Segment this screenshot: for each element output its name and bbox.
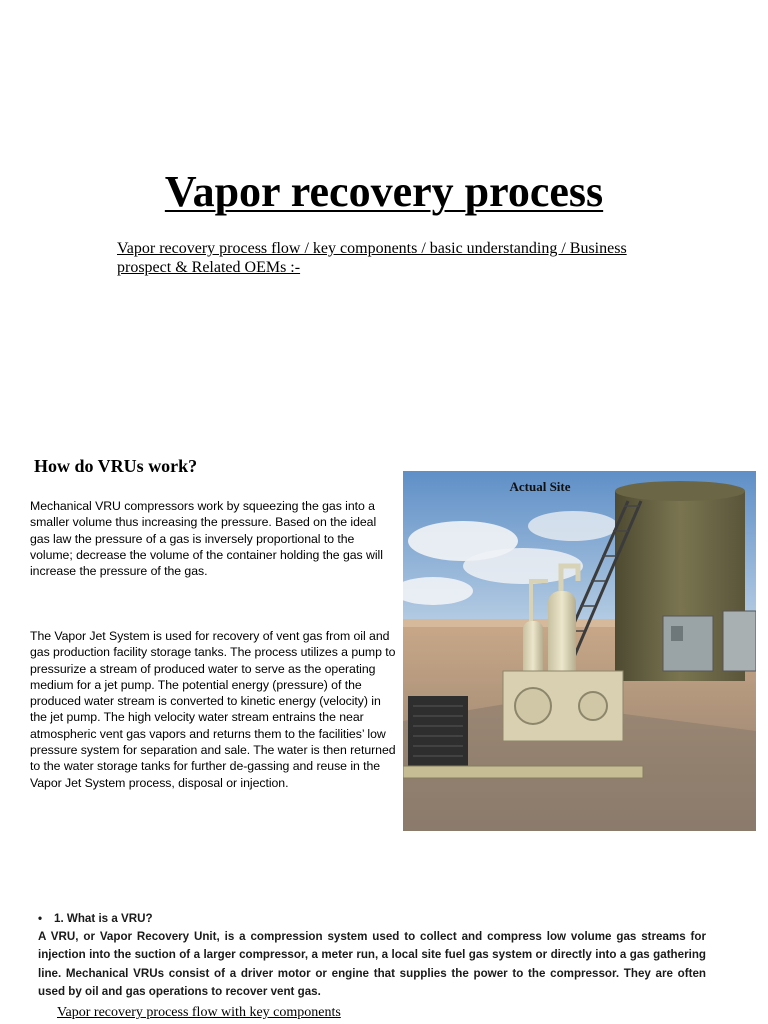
page-subtitle: Vapor recovery process flow / key components / basic understanding / Business prospect & Related OEMs :- [117,240,627,276]
site-photo [403,471,756,831]
section-heading: How do VRUs work? [34,456,198,476]
vru-question: 1. What is a VRU? [54,912,153,925]
photo-caption: Actual Site [509,479,571,494]
vru-question-line [38,910,706,928]
site-photo-illustration [403,471,756,831]
process-flow-link[interactable]: Vapor recovery process flow with key components [57,1005,341,1020]
page-title: Vapor recovery process [164,167,604,216]
vru-definition [38,910,706,1001]
vru-answer: A VRU, or Vapor Recovery Unit, is a compression system used to collect and compress low volume gas streams for injection into the suction of a larger compressor, a meter run, a local site fuel gas system or directly into a gas gathering line. Mechanical VRUs consist of a driver motor or engine that supplies the power to the compressor. They are often used by oil and gas operations to recover vent gas. [38,930,706,998]
paragraph-vapor-jet: The Vapor Jet System is used for recovery of vent gas from oil and gas production facility storage tanks. The process utilizes a pump to pressurize a stream of produced water to serve as the operating medium for a jet pump. The potential energy (pressure) of the produced water stream is converted to kinetic energy (velocity) in the jet pump. The high velocity water stream entrains the near atmospheric vent gas vapors and returns them to the facilities’ low pressure system for separation and sale. The water is then returned to the water storage tanks for further de-gassing and reuse in the Vapor Jet System process, disposal or injection. [30,629,396,790]
bullet-icon: • [38,912,43,925]
paragraph-mechanical-vru: Mechanical VRU compressors work by squeezing the gas into a smaller volume thus increasing the pressure. Based on the ideal gas law the pressure of a gas is inversely proportional to the volume; decrease the volume of the container holding the gas will increase the pressure of the gas. [30,499,383,579]
